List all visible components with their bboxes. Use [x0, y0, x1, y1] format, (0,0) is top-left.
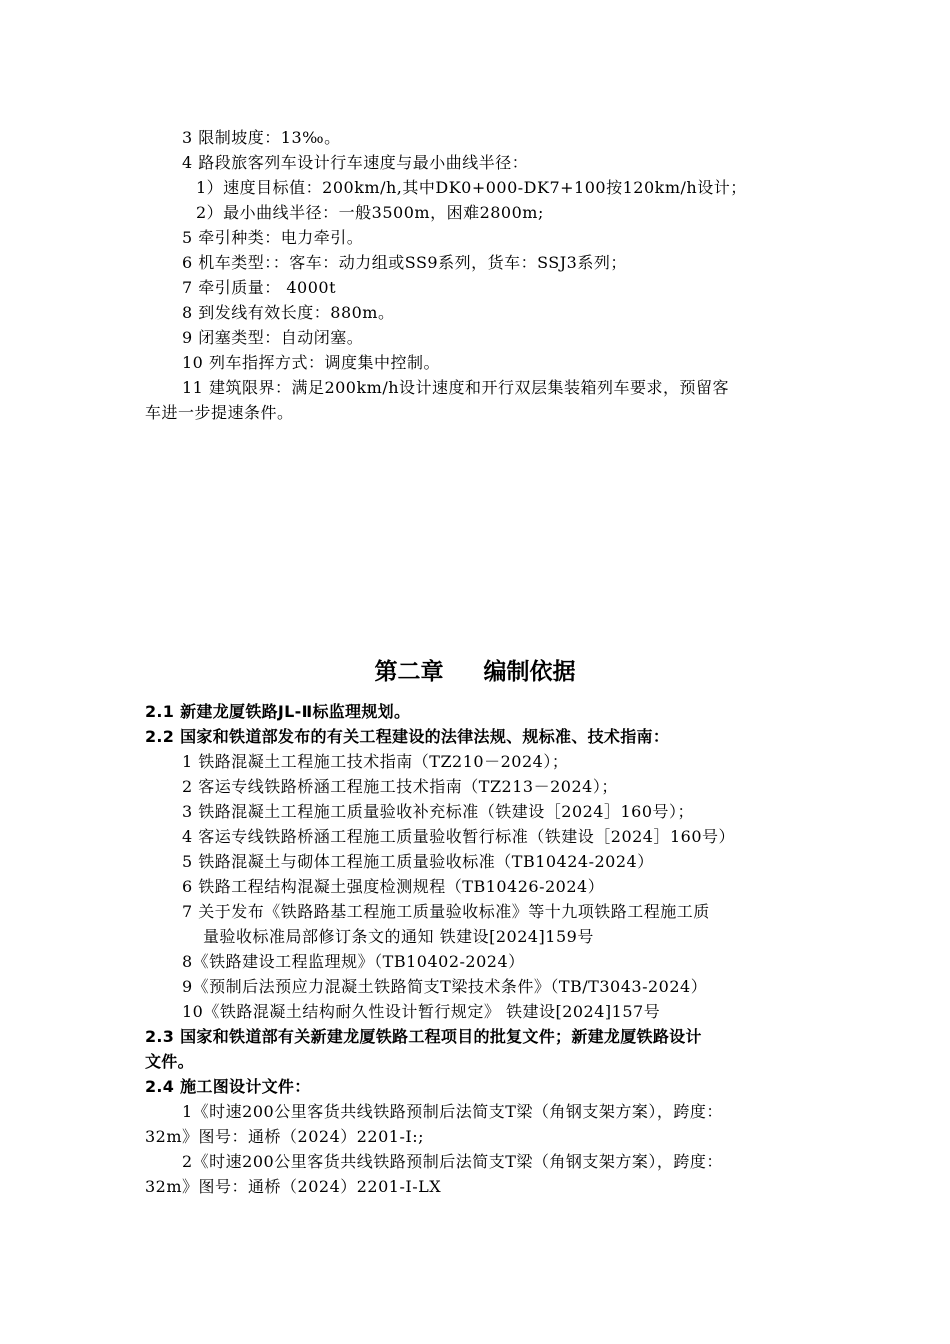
list-item: 2 客运专线铁路桥涵工程施工技术指南（TZ213－2024）； [182, 777, 618, 796]
list-item: 8《铁路建设工程监理规》（TB10402-2024） [182, 952, 525, 971]
list-item: 10《铁路混凝土结构耐久性设计暂行规定》 铁建设[2024]157号 [182, 1002, 661, 1021]
list-item: 4 客运专线铁路桥涵工程施工质量验收暂行标准（铁建设［2024］160号） [182, 827, 736, 846]
list-item: 1 铁路混凝土工程施工技术指南（TZ210－2024）； [182, 752, 569, 771]
list-item: 3 限制坡度：13‰。 [182, 128, 341, 147]
list-item: 量验收标准局部修订条文的通知 铁建设[2024]159号 [203, 927, 594, 946]
list-item: 7 牵引质量： 4000t [182, 278, 337, 297]
list-item: 8 到发线有效长度：880m。 [182, 303, 395, 322]
list-item: 4 路段旅客列车设计行车速度与最小曲线半径： [182, 153, 529, 172]
section-heading-2-1: 2.1 新建龙厦铁路JL-Ⅱ标监理规划。 [145, 702, 411, 721]
section-heading-2-3-cont: 文件。 [145, 1052, 194, 1071]
list-item: 2《时速200公里客货共线铁路预制后法简支T梁（角钢支架方案），跨度： [182, 1152, 723, 1171]
list-item: 6 铁路工程结构混凝土强度检测规程（TB10426-2024） [182, 877, 605, 896]
list-item: 32m》图号：通桥（2024）2201-I-LX [145, 1177, 442, 1196]
list-item: 5 铁路混凝土与砌体工程施工质量验收标准（TB10424-2024） [182, 852, 654, 871]
list-item: 10 列车指挥方式：调度集中控制。 [182, 353, 440, 372]
list-item: 2）最小曲线半径：一般3500m，困难2800m; [196, 203, 544, 222]
list-item: 1《时速200公里客货共线铁路预制后法简支T梁（角钢支架方案），跨度： [182, 1102, 723, 1121]
list-item: 车进一步提速条件。 [145, 403, 294, 422]
list-item: 3 铁路混凝土工程施工质量验收补充标准（铁建设［2024］160号）； [182, 802, 695, 821]
list-item: 1）速度目标值：200km/h,其中DK0+000-DK7+100按120km/h设计； [196, 178, 747, 197]
section-heading-2-4: 2.4 施工图设计文件： [145, 1077, 311, 1096]
list-item: 32m》图号：通桥（2024）2201-I:; [145, 1127, 424, 1146]
list-item: 6 机车类型：：客车：动力组或SS9系列，货车：SSJ3系列； [182, 253, 627, 272]
section-heading-2-3: 2.3 国家和铁道部有关新建龙厦铁路工程项目的批复文件；新建龙厦铁路设计 [145, 1027, 702, 1046]
chapter-title: 第二章 编制依据 [374, 659, 576, 685]
section-heading-2-2: 2.2 国家和铁道部发布的有关工程建设的法律法规、规标准、技术指南： [145, 727, 670, 746]
list-item: 11 建筑限界：满足200km/h设计速度和开行双层集装箱列车要求，预留客 [182, 378, 730, 397]
list-item: 9 闭塞类型：自动闭塞。 [182, 328, 364, 347]
list-item: 7 关于发布《铁路路基工程施工质量验收标准》等十九项铁路工程施工质 [182, 902, 710, 921]
list-item: 9《预制后法预应力混凝土铁路简支T梁技术条件》（TB/T3043-2024） [182, 977, 708, 996]
list-item: 5 牵引种类：电力牵引。 [182, 228, 364, 247]
